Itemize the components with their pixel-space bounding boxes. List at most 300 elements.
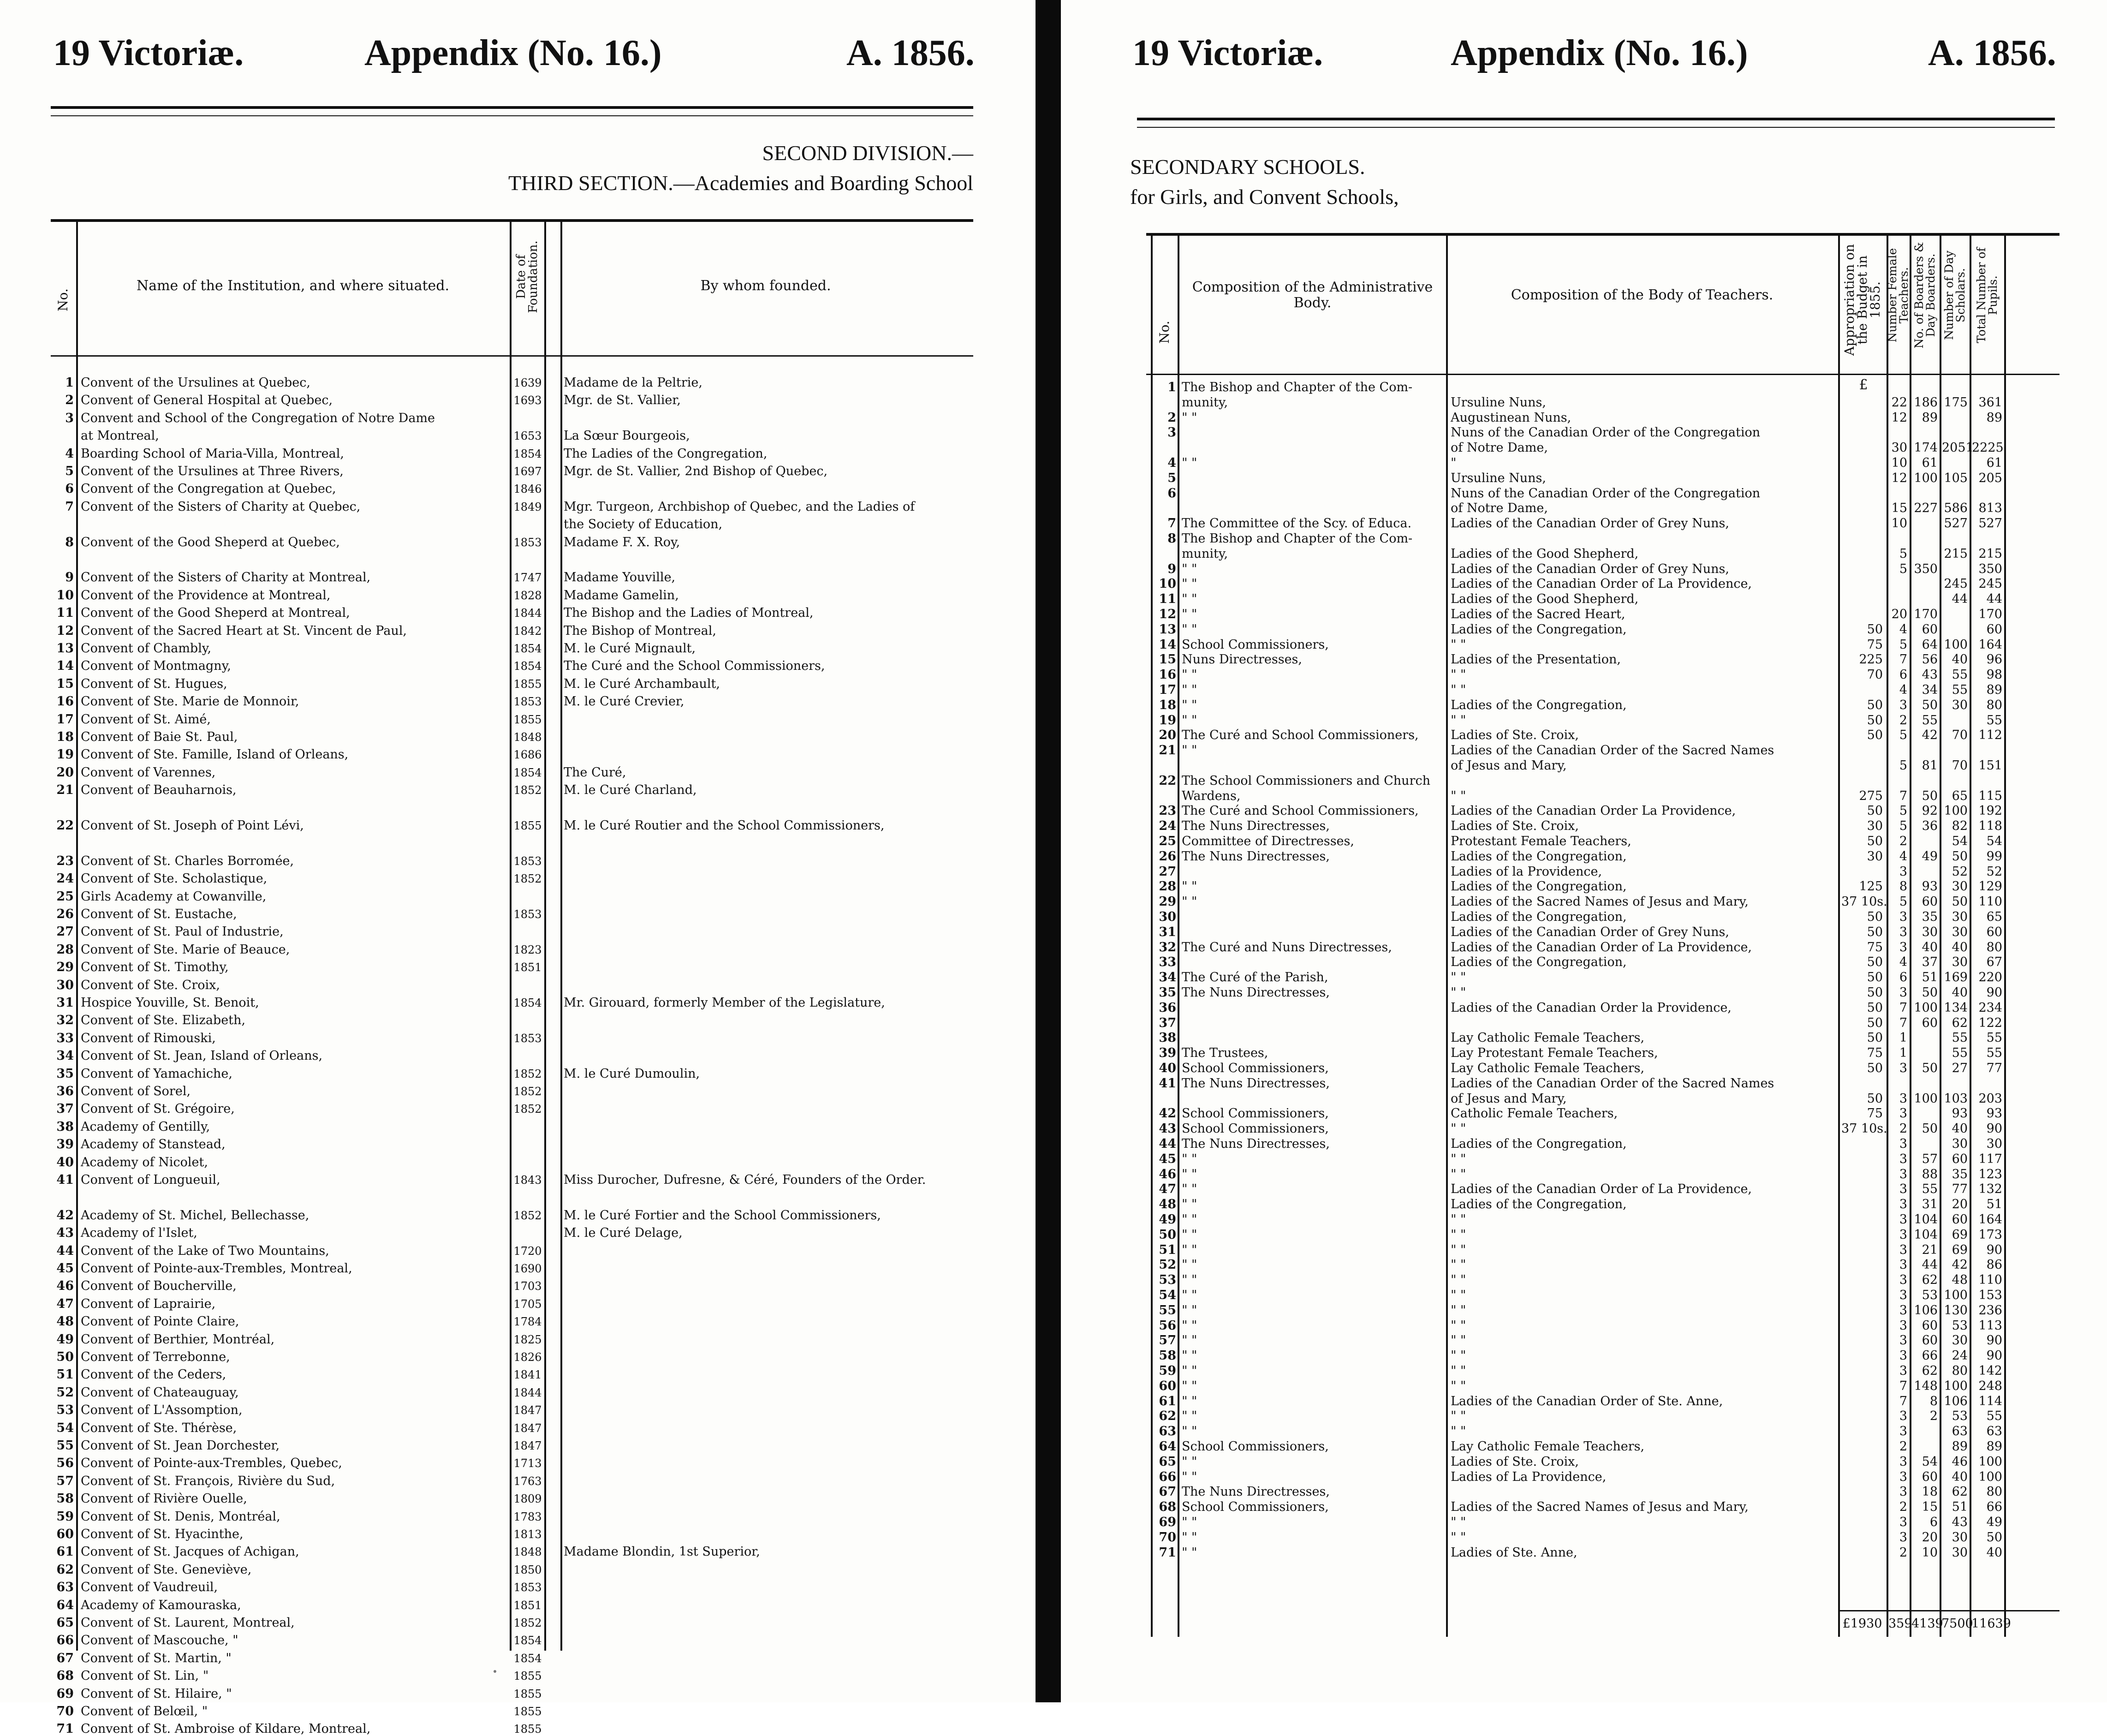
row-number: 38 xyxy=(56,1119,74,1134)
totals-rule xyxy=(1838,1610,2059,1611)
institution-name: Convent of St. Jean Dorchester, xyxy=(81,1438,280,1453)
day-scholars: 30 xyxy=(1952,925,1968,939)
administrative-body: " " xyxy=(1182,1454,1197,1469)
total-pupils: 153 xyxy=(1978,1288,2002,1302)
foundation-date: 1843 xyxy=(513,1174,542,1187)
teaching-body: Nuns of the Canadian Order of the Congregation xyxy=(1451,425,1761,440)
administrative-body: " " xyxy=(1182,1212,1197,1227)
table-subtitle: for Girls, and Convent Schools, xyxy=(1130,185,1399,209)
female-teachers: 3 xyxy=(1899,1348,1907,1363)
institution-name: Convent of Chateauguay, xyxy=(81,1385,239,1400)
boarders: 49 xyxy=(1922,849,1938,864)
day-scholars: 100 xyxy=(1944,637,1968,652)
row-number: 64 xyxy=(1159,1439,1176,1454)
row-number: 12 xyxy=(56,623,74,638)
founder-name: M. le Curé Archambault, xyxy=(564,676,720,691)
boarders: 50 xyxy=(1922,788,1938,803)
foundation-date: 1855 xyxy=(513,713,542,726)
teaching-body: Ladies of Ste. Anne, xyxy=(1451,1545,1577,1560)
row-number: 66 xyxy=(56,1633,74,1648)
teaching-body: " " xyxy=(1451,788,1466,803)
female-teachers: 3 xyxy=(1899,940,1907,955)
row-number: 45 xyxy=(1159,1151,1176,1166)
total-pupils: 203 xyxy=(1978,1091,2002,1106)
column-header-appropriation: Appropriation on the Budget in 1855. xyxy=(1842,244,1883,356)
row-number: 25 xyxy=(1159,834,1176,848)
teaching-body: Ursuline Nuns, xyxy=(1451,395,1546,410)
boarders: 148 xyxy=(1914,1378,1938,1393)
row-number: 8 xyxy=(1167,531,1176,546)
day-scholars: 48 xyxy=(1952,1273,1968,1288)
total-pupils: 67 xyxy=(1986,955,2002,970)
total-pupils: 40 xyxy=(1986,1545,2002,1560)
boarders: 170 xyxy=(1914,607,1938,621)
row-number: 48 xyxy=(1159,1197,1176,1212)
column-header-name: Name of the Institution, and where situated. xyxy=(136,277,450,294)
institution-name: at Montreal, xyxy=(81,429,159,443)
row-number: 23 xyxy=(56,853,74,868)
day-scholars: 30 xyxy=(1952,1530,1968,1545)
appropriation: 75 xyxy=(1867,1046,1883,1061)
row-number: 60 xyxy=(56,1527,74,1541)
row-number: 29 xyxy=(56,960,74,975)
foundation-date: 1846 xyxy=(513,483,542,496)
female-teachers: 8 xyxy=(1899,879,1907,894)
administrative-body: " " xyxy=(1182,456,1197,470)
total-pupils: 66 xyxy=(1986,1500,2002,1515)
female-teachers: 3 xyxy=(1899,1364,1907,1378)
total-pupils: 90 xyxy=(1986,1122,2002,1136)
boarders: 18 xyxy=(1922,1485,1938,1499)
appropriation: 225 xyxy=(1859,652,1883,667)
row-number: 5 xyxy=(1167,471,1176,485)
female-teachers: 4 xyxy=(1899,622,1907,637)
teaching-body: " " xyxy=(1451,668,1466,682)
female-teachers: 3 xyxy=(1899,1227,1907,1242)
foundation-date: 1855 xyxy=(513,1705,542,1718)
foundation-date: 1686 xyxy=(513,748,542,762)
row-number: 21 xyxy=(56,783,74,798)
institution-name: Convent of St. Denis, Montréal, xyxy=(81,1509,280,1524)
total-pupils: 49 xyxy=(1986,1515,2002,1529)
institution-name: Convent of Ste. Thérèse, xyxy=(81,1420,237,1435)
institution-name: Academy of Nicolet, xyxy=(81,1155,208,1169)
founder-name: Madame F. X. Roy, xyxy=(564,535,680,549)
female-teachers: 3 xyxy=(1899,1530,1907,1545)
row-number: 63 xyxy=(56,1580,74,1595)
institution-name: Convent of the Sacred Heart at St. Vincent de Paul, xyxy=(81,623,407,638)
row-number: 16 xyxy=(56,694,74,709)
female-teachers: 7 xyxy=(1899,788,1907,803)
boarders: 227 xyxy=(1914,501,1938,516)
total-pupils: 55 xyxy=(1986,713,2002,728)
teaching-body: of Notre Dame, xyxy=(1451,501,1548,516)
administrative-body: " " xyxy=(1182,1515,1197,1529)
teaching-body: Ladies of the Canadian Order of the Sacred Names xyxy=(1451,743,1774,758)
row-number: 36 xyxy=(1159,1000,1176,1015)
boarders: 62 xyxy=(1922,1364,1938,1378)
table-header-rule xyxy=(1146,374,2059,375)
founder-name: Mgr. Turgeon, Archbishop of Quebec, and the Ladies of xyxy=(564,499,915,514)
boarders: 50 xyxy=(1922,1122,1938,1136)
administrative-body: " " xyxy=(1182,1227,1197,1242)
female-teachers: 5 xyxy=(1899,758,1907,773)
administrative-body: " " xyxy=(1182,561,1197,576)
column-divider xyxy=(1940,234,1941,1637)
founder-name: The Bishop of Montreal, xyxy=(564,623,716,638)
row-number: 37 xyxy=(1159,1015,1176,1030)
right-page xyxy=(1061,0,2107,1702)
boarders: 8 xyxy=(1929,1394,1938,1408)
day-scholars: 69 xyxy=(1952,1227,1968,1242)
total-day-scholars: 7500 xyxy=(1941,1617,1973,1631)
founder-name: Madame Youville, xyxy=(564,570,676,585)
appropriation: 50 xyxy=(1867,955,1883,970)
row-number: 57 xyxy=(1159,1333,1176,1348)
administrative-body: Nuns Directresses, xyxy=(1182,652,1302,667)
row-number: 51 xyxy=(1159,1242,1176,1257)
row-number: 65 xyxy=(56,1616,74,1630)
total-pupils: 60 xyxy=(1986,925,2002,939)
administrative-body: The Bishop and Chapter of the Com- xyxy=(1182,380,1413,394)
female-teachers: 3 xyxy=(1899,698,1907,712)
row-number: 21 xyxy=(1159,743,1176,758)
left-page xyxy=(0,0,1036,1736)
row-number: 47 xyxy=(1159,1182,1176,1197)
appropriation: 50 xyxy=(1867,1061,1883,1075)
institution-name: Academy of Stanstead, xyxy=(81,1137,226,1152)
administrative-body: munity, xyxy=(1182,395,1228,410)
female-teachers: 3 xyxy=(1899,1167,1907,1181)
row-number: 7 xyxy=(1167,516,1176,531)
teaching-body: " " xyxy=(1451,1288,1466,1302)
row-number: 39 xyxy=(56,1137,74,1152)
total-pupils: 80 xyxy=(1986,940,2002,955)
institution-name: Convent of Ste. Marie de Monnoir, xyxy=(81,694,299,709)
institution-name: Convent of General Hospital at Quebec, xyxy=(81,393,333,408)
day-scholars: 50 xyxy=(1952,895,1968,909)
administrative-body: " " xyxy=(1182,607,1197,621)
header-rule-thin xyxy=(51,115,973,116)
administrative-body: The Nuns Directresses, xyxy=(1182,819,1330,834)
total-pupils: 77 xyxy=(1986,1061,2002,1075)
teaching-body: " " xyxy=(1451,1364,1466,1378)
administrative-body: " " xyxy=(1182,1258,1197,1272)
total-pupils: 2225 xyxy=(1972,441,2004,455)
boarders: 100 xyxy=(1914,1000,1938,1015)
row-number: 50 xyxy=(56,1350,74,1364)
founder-name: Mgr. de St. Vallier, 2nd Bishop of Quebec, xyxy=(564,464,828,478)
foundation-date: 1854 xyxy=(513,766,542,779)
row-number: 11 xyxy=(56,606,74,620)
female-teachers: 3 xyxy=(1899,1333,1907,1348)
boarders: 93 xyxy=(1922,879,1938,894)
appropriation: 50 xyxy=(1867,925,1883,939)
row-number: 38 xyxy=(1159,1031,1176,1045)
day-scholars: 106 xyxy=(1944,1394,1968,1408)
boarders: 60 xyxy=(1922,1015,1938,1030)
header-rule xyxy=(51,106,973,109)
row-number: 59 xyxy=(1159,1364,1176,1378)
total-pupils: 173 xyxy=(1978,1227,2002,1242)
day-scholars: 70 xyxy=(1952,728,1968,743)
female-teachers: 3 xyxy=(1899,1091,1907,1106)
total-pupils: 123 xyxy=(1978,1167,2002,1181)
section-title: THIRD SECTION.—Academies and Boarding School xyxy=(508,171,973,195)
foundation-date: 1720 xyxy=(513,1244,542,1258)
row-number: 19 xyxy=(56,747,74,762)
total-pupils: 50 xyxy=(1986,1530,2002,1545)
foundation-date: 1855 xyxy=(513,677,542,691)
column-divider xyxy=(544,221,546,1651)
day-scholars: 55 xyxy=(1952,1046,1968,1061)
female-teachers: 3 xyxy=(1899,864,1907,879)
institution-name: Convent and School of the Congregation of Notre Dame xyxy=(81,411,435,425)
total-pupils: 99 xyxy=(1986,849,2002,864)
row-number: 70 xyxy=(56,1704,74,1718)
female-teachers: 4 xyxy=(1899,955,1907,970)
institution-name: Convent of Beauharnois, xyxy=(81,783,237,798)
row-number: 71 xyxy=(56,1722,74,1736)
row-number: 1 xyxy=(65,376,74,390)
teaching-body: Ladies of Ste. Croix, xyxy=(1451,728,1579,743)
total-appropriation: £1930 xyxy=(1842,1617,1882,1631)
administrative-body: The School Commissioners and Church xyxy=(1182,773,1430,788)
row-number: 52 xyxy=(1159,1258,1176,1272)
administrative-body: " " xyxy=(1182,410,1197,425)
column-header-founder: By whom founded. xyxy=(700,277,831,294)
appropriation: 75 xyxy=(1867,1106,1883,1121)
founder-name: M. le Curé Dumoulin, xyxy=(564,1066,700,1081)
day-scholars: 82 xyxy=(1952,819,1968,834)
teaching-body: " " xyxy=(1451,1303,1466,1318)
row-number: 41 xyxy=(1159,1076,1176,1091)
total-pupils: 65 xyxy=(1986,910,2002,924)
appropriation: 50 xyxy=(1867,728,1883,743)
foundation-date: 1763 xyxy=(513,1474,542,1488)
boarders: 10 xyxy=(1922,1545,1938,1560)
row-number: 51 xyxy=(56,1367,74,1382)
day-scholars: 46 xyxy=(1952,1454,1968,1469)
institution-name: Convent of the Good Sheperd at Montreal, xyxy=(81,606,350,620)
total-pupils: 361 xyxy=(1978,395,2002,410)
row-number: 1 xyxy=(1167,380,1176,394)
foundation-date: 1851 xyxy=(513,961,542,974)
day-scholars: 100 xyxy=(1944,804,1968,818)
total-pupils: 51 xyxy=(1986,1197,2002,1212)
teaching-body: " " xyxy=(1451,1409,1466,1424)
foundation-date: 1854 xyxy=(513,447,542,460)
female-teachers: 6 xyxy=(1899,970,1907,985)
institution-name: Convent of the Congregation at Quebec, xyxy=(81,482,336,496)
table-header-rule xyxy=(51,355,973,357)
total-pupils: 60 xyxy=(1986,622,2002,637)
column-header-no: No. xyxy=(55,288,71,311)
female-teachers: 4 xyxy=(1899,683,1907,697)
row-number: 3 xyxy=(1167,425,1176,440)
foundation-date: 1784 xyxy=(513,1315,542,1329)
founder-name: M. le Curé Crevier, xyxy=(564,694,684,709)
teaching-body: " " xyxy=(1451,637,1466,652)
administrative-body: The Committee of the Scy. of Educa. xyxy=(1182,516,1412,531)
teaching-body: " " xyxy=(1451,1212,1466,1227)
boarders: 53 xyxy=(1922,1288,1938,1302)
foundation-date: 1855 xyxy=(513,1723,542,1736)
founder-name: Madame de la Peltrie, xyxy=(564,376,702,390)
row-number: 22 xyxy=(1159,773,1176,788)
institution-name: Convent of St. Martin, " xyxy=(81,1651,232,1665)
teaching-body: Ladies of the Canadian Order of La Providence, xyxy=(1451,1182,1752,1197)
appropriation: 30 xyxy=(1867,819,1883,834)
row-number: 28 xyxy=(56,942,74,957)
book-spine xyxy=(1036,0,1061,1702)
boarders: 35 xyxy=(1922,910,1938,924)
boarders: 31 xyxy=(1922,1197,1938,1212)
total-pupils: 112 xyxy=(1978,728,2002,743)
total-pupils: 63 xyxy=(1986,1424,2002,1439)
boarders: 106 xyxy=(1914,1303,1938,1318)
row-number: 19 xyxy=(1159,713,1176,728)
female-teachers: 2 xyxy=(1899,1439,1907,1454)
teaching-body: of Notre Dame, xyxy=(1451,441,1548,455)
row-number: 14 xyxy=(1159,637,1176,652)
administrative-body: Wardens, xyxy=(1182,788,1241,803)
institution-name: Academy of Gentilly, xyxy=(81,1119,210,1134)
institution-name: Convent of the Lake of Two Mountains, xyxy=(81,1243,329,1258)
total-pupils: 89 xyxy=(1986,1439,2002,1454)
institution-name: Convent of St. Hugues, xyxy=(81,676,227,691)
row-number: 48 xyxy=(56,1314,74,1329)
female-teachers: 3 xyxy=(1899,925,1907,939)
institution-name: Convent of Boucherville, xyxy=(81,1279,237,1294)
row-number: 46 xyxy=(1159,1167,1176,1181)
day-scholars: 40 xyxy=(1952,1122,1968,1136)
institution-name: Convent of Sorel, xyxy=(81,1084,191,1098)
row-number: 26 xyxy=(56,907,74,921)
foundation-date: 1842 xyxy=(513,624,542,638)
boarders: 100 xyxy=(1914,1091,1938,1106)
row-number: 69 xyxy=(1159,1515,1176,1529)
foundation-date: 1852 xyxy=(513,872,542,886)
total-pupils: 129 xyxy=(1978,879,2002,894)
foundation-date: 1853 xyxy=(513,695,542,709)
boarders: 60 xyxy=(1922,1469,1938,1484)
founder-name: La Sœur Bourgeois, xyxy=(564,429,690,443)
row-number: 55 xyxy=(56,1438,74,1453)
administrative-body: " " xyxy=(1182,577,1197,591)
teaching-body: Ladies of the Sacred Names of Jesus and Mary, xyxy=(1451,895,1749,909)
institution-name: Convent of Rimouski, xyxy=(81,1031,216,1045)
institution-name: Convent of Baie St. Paul, xyxy=(81,730,238,744)
column-header-admin: Composition of the Administrative Body. xyxy=(1192,279,1433,311)
teaching-body: " " xyxy=(1451,1348,1466,1363)
institution-name: Convent of St. Aimé, xyxy=(81,712,211,727)
teaching-body: Ladies of the Canadian Order of Grey Nuns, xyxy=(1451,516,1729,531)
boarders: 61 xyxy=(1922,456,1938,470)
day-scholars: 63 xyxy=(1952,1424,1968,1439)
total-pupils: 55 xyxy=(1986,1046,2002,1061)
appropriation: 75 xyxy=(1867,637,1883,652)
institution-name: Convent of St. Charles Borromée, xyxy=(81,853,294,868)
row-number: 40 xyxy=(56,1155,74,1169)
boarders: 54 xyxy=(1922,1454,1938,1469)
teaching-body: " " xyxy=(1451,1378,1466,1393)
total-pupils: 132 xyxy=(1978,1182,2002,1197)
foundation-date: 1854 xyxy=(513,660,542,673)
institution-name: Convent of Ste. Croix, xyxy=(81,978,220,992)
row-number: 52 xyxy=(56,1385,74,1400)
day-scholars: 43 xyxy=(1952,1515,1968,1529)
row-number: 62 xyxy=(56,1562,74,1577)
total-pupils: 89 xyxy=(1986,410,2002,425)
row-number: 2 xyxy=(1167,410,1176,425)
row-number: 31 xyxy=(56,996,74,1010)
institution-name: Convent of St. François, Rivière du Sud, xyxy=(81,1474,335,1488)
foundation-date: 1855 xyxy=(513,1687,542,1700)
row-number: 30 xyxy=(1159,910,1176,924)
foundation-date: 1847 xyxy=(513,1439,542,1452)
day-scholars: 60 xyxy=(1952,1151,1968,1166)
foundation-date: 1826 xyxy=(513,1351,542,1364)
appropriation: 125 xyxy=(1859,879,1883,894)
foundation-date: 1851 xyxy=(513,1599,542,1612)
administrative-body: " " xyxy=(1182,1318,1197,1333)
teaching-body: Augustinean Nuns, xyxy=(1451,410,1571,425)
administrative-body: School Commissioners, xyxy=(1182,1106,1329,1121)
administrative-body: School Commissioners, xyxy=(1182,1122,1329,1136)
female-teachers: 3 xyxy=(1899,910,1907,924)
appendix-label: Appendix (No. 16.) xyxy=(1451,33,1748,73)
institution-name: Convent of Pointe Claire, xyxy=(81,1314,239,1329)
female-teachers: 3 xyxy=(1899,1303,1907,1318)
appropriation: 50 xyxy=(1867,713,1883,728)
row-number: 44 xyxy=(56,1243,74,1258)
row-number: 55 xyxy=(1159,1303,1176,1318)
teaching-body: Ladies of the Congregation, xyxy=(1451,879,1627,894)
day-scholars: 527 xyxy=(1944,516,1968,531)
institution-name: Convent of Laprairie, xyxy=(81,1296,216,1311)
foundation-date: 1783 xyxy=(513,1510,542,1523)
boarders: 6 xyxy=(1929,1515,1938,1529)
institution-name: Convent of the Ursulines at Three Rivers, xyxy=(81,464,344,478)
row-number: 13 xyxy=(1159,622,1176,637)
female-teachers: 3 xyxy=(1899,1212,1907,1227)
institution-name: Convent of the Sisters of Charity at Montreal, xyxy=(81,570,371,585)
day-scholars: 27 xyxy=(1952,1061,1968,1075)
row-number: 43 xyxy=(56,1226,74,1241)
teaching-body: " " xyxy=(1451,1515,1466,1529)
row-number: 33 xyxy=(1159,955,1176,970)
foundation-date: 1690 xyxy=(513,1262,542,1275)
foundation-date: 1854 xyxy=(513,1634,542,1647)
founder-name: The Curé, xyxy=(564,765,626,780)
row-number: 10 xyxy=(56,588,74,603)
administrative-body: " " xyxy=(1182,1182,1197,1197)
day-scholars: 105 xyxy=(1944,471,1968,485)
institution-name: Girls Academy at Cowanville, xyxy=(81,889,267,904)
total-pupils: 100 xyxy=(1978,1469,2002,1484)
female-teachers: 7 xyxy=(1899,1000,1907,1015)
row-number: 49 xyxy=(1159,1212,1176,1227)
total-pupils: 142 xyxy=(1978,1364,2002,1378)
administrative-body: The Nuns Directresses, xyxy=(1182,1485,1330,1499)
teaching-body: " " xyxy=(1451,1151,1466,1166)
teaching-body: of Jesus and Mary, xyxy=(1451,1091,1567,1106)
teaching-body: Lay Catholic Female Teachers, xyxy=(1451,1031,1645,1045)
row-number: 42 xyxy=(1159,1106,1176,1121)
row-number: 61 xyxy=(56,1545,74,1559)
founder-name: Mgr. de St. Vallier, xyxy=(564,393,681,408)
